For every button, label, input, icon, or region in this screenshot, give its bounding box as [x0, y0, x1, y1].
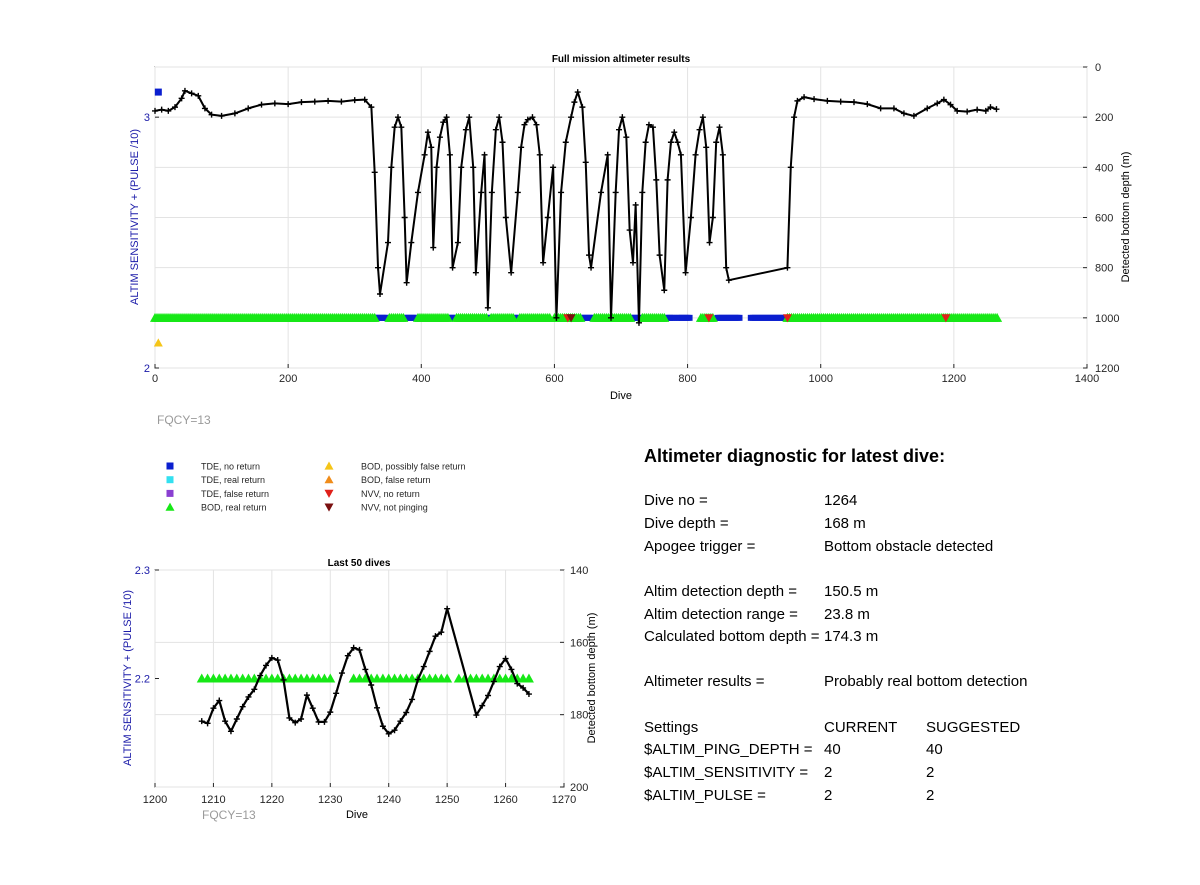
small-x-tick-label: 1220 [259, 794, 285, 806]
setting-suggested: 2 [926, 764, 935, 781]
main-x-tick-label: 800 [678, 373, 697, 385]
legend-label: BOD, possibly false return [361, 461, 466, 472]
setting-current: 2 [824, 764, 833, 781]
legend-marker [325, 504, 334, 512]
diag-value: Bottom obstacle detected [824, 538, 994, 555]
legend-marker [167, 463, 174, 470]
legend-marker [325, 475, 334, 483]
setting-suggested: 2 [926, 787, 935, 804]
diag-value: 174.3 m [824, 628, 879, 645]
small-x-tick-label: 1210 [201, 794, 226, 806]
main-y-tick-label: 3 [143, 112, 150, 125]
main-x-tick-label: 1400 [1074, 373, 1100, 385]
small-chart [122, 558, 598, 821]
main-y-label: ALTIM SENSITIVITY + (PULSE /10) [129, 129, 141, 305]
tde-no-return-marker [687, 315, 693, 321]
setting-current: 40 [824, 741, 841, 758]
main-y2-tick-label: 400 [1095, 162, 1114, 175]
diag-key: Dive depth = [644, 515, 729, 532]
fqcy-label-small: FQCY=13 [202, 808, 256, 822]
small-y2-tick-label: 180 [570, 709, 589, 722]
main-x-label: Dive [609, 390, 633, 402]
main-x-tick-label: 1200 [941, 373, 967, 385]
legend-label: NVV, no return [361, 488, 420, 499]
setting-key: $ALTIM_SENSITIVITY = [644, 764, 809, 781]
setting-key: $ALTIM_PING_DEPTH = [644, 741, 813, 758]
main-x-tick-label: 0 [151, 373, 159, 385]
main-y2-label: Detected bottom depth (m) [1120, 151, 1132, 283]
legend-marker [166, 503, 175, 511]
diag-key: Dive no = [644, 492, 708, 509]
legend-label: TDE, false return [201, 488, 270, 499]
small-chart-title: Last 50 dives [327, 558, 391, 569]
setting-current: 2 [824, 787, 833, 804]
setting-key: $ALTIM_PULSE = [644, 787, 766, 804]
small-y2-tick-label: 160 [570, 637, 589, 650]
small-y-tick-label: 2.2 [134, 673, 150, 686]
diag-key: Altimeter results = [644, 673, 765, 690]
small-x-label: Dive [345, 809, 369, 821]
diag-value: 150.5 m [824, 583, 879, 600]
legend-marker [325, 490, 334, 498]
settings-header-current: CURRENT [824, 719, 898, 736]
small-y-tick-label: 2.3 [134, 565, 150, 577]
small-y-label: ALTIM SENSITIVITY + (PULSE /10) [122, 590, 134, 766]
legend-label: BOD, real return [201, 502, 267, 513]
settings-header-suggested: SUGGESTED [926, 719, 1021, 736]
settings-header-key: Settings [644, 719, 699, 736]
legend-label: TDE, real return [201, 475, 266, 486]
diag-value: Probably real bottom detection [824, 673, 1028, 690]
main-x-tick-label: 600 [545, 373, 564, 385]
main-y2-tick-label: 800 [1095, 262, 1114, 275]
diag-key: Altim detection depth = [644, 583, 798, 600]
main-y2-tick-label: 1000 [1095, 312, 1120, 325]
setting-suggested: 40 [926, 741, 943, 758]
main-y2-tick-label: 0 [1095, 62, 1102, 74]
main-x-tick-label: 200 [278, 373, 298, 385]
diag-value: 23.8 m [824, 606, 870, 623]
legend [166, 462, 466, 513]
tde-no-return-point [155, 89, 162, 96]
diag-value: 168 m [824, 515, 866, 532]
small-y2-tick-label: 200 [570, 782, 589, 794]
small-x-tick-label: 1260 [493, 794, 518, 806]
diag-value: 1264 [824, 492, 858, 509]
main-y2-tick-label: 600 [1095, 212, 1114, 225]
small-y2-tick-label: 140 [570, 565, 589, 577]
small-x-tick-label: 1240 [376, 794, 401, 806]
legend-label: NVV, not pinging [361, 502, 428, 513]
diag-key: Calculated bottom depth = [644, 628, 820, 645]
small-y2-label: Detected bottom depth (m) [586, 612, 598, 744]
fqcy-label-main: FQCY=13 [157, 413, 211, 427]
legend-marker [325, 462, 334, 470]
legend-marker [167, 476, 174, 483]
small-x-tick-label: 1230 [318, 794, 343, 806]
legend-label: BOD, false return [361, 475, 431, 486]
small-x-tick-label: 1200 [142, 794, 168, 806]
main-x-tick-label: 400 [412, 373, 431, 385]
small-x-tick-label: 1270 [551, 794, 577, 806]
main-x-tick-label: 1000 [808, 373, 833, 385]
diag-key: Apogee trigger = [644, 538, 756, 555]
main-y-tick-label: 2 [143, 363, 150, 375]
diagnostic-title: Altimeter diagnostic for latest dive: [644, 446, 946, 466]
main-y2-tick-label: 200 [1095, 112, 1114, 125]
diag-key: Altim detection range = [644, 606, 798, 623]
main-chart-title: Full mission altimeter results [551, 54, 691, 65]
main-y2-tick-label: 1200 [1095, 363, 1120, 375]
main-chart [129, 54, 1132, 402]
legend-label: TDE, no return [201, 461, 261, 472]
small-x-tick-label: 1250 [434, 794, 460, 806]
tde-no-return-marker [736, 315, 742, 321]
legend-marker [167, 490, 174, 497]
